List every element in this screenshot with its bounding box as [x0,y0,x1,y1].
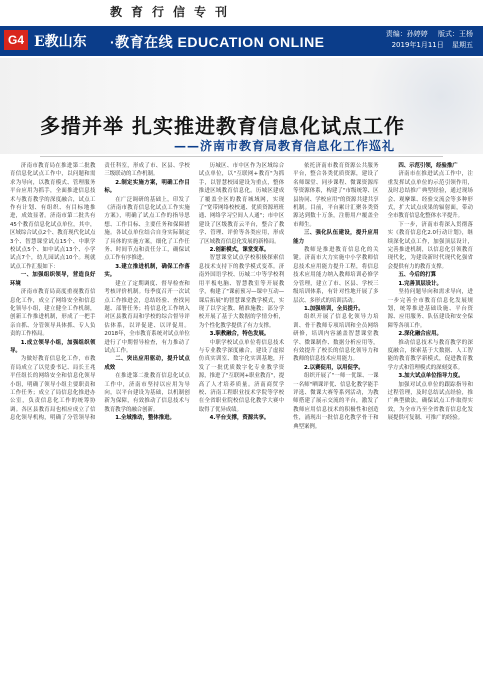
article-subheading: 2.创新模式，课堂变革。 [209,247,270,254]
article-paragraph: 组织开展了信息化领导力培训、骨干教师专项培训和全员网络研修，培训内容涵盖智慧课堂教学、微课制作、数据分析应用等，有效提升了校长的信息化领导力和教师的信息技术应用能力。 [293,314,379,363]
article-subheading: 3.职教融合，特色发展。 [209,331,270,338]
issue-weekday: 星期五 [452,41,473,49]
article-subheading: 1.成立领导小组，加强组织领导。 [10,339,96,354]
page-number-badge: G4 [4,30,28,50]
top-band [0,0,483,24]
editor-credit: 责编：孙婷婷 [385,30,428,38]
article-paragraph: 济南市教育局在推进第二批教育信息化试点工作中，以问题和需求为导向，以教育模式、管理服务平台应用为抓手，全面推进信息技术与教育教学的深度融合，试点工作有计划、有组织、有目标地推进，成效显著。济南市第二批共有45个教育信息化试点单位，其中，区域综合试点2个、教育现代化试点3个、智慧课堂试点15个、中职学校试点5个、如中试点13个、小学试点7个，幼儿园试点10个。现就试点工作汇报如下： [10,163,96,270]
section-title: ·教育在线 EDUCATION ONLINE [110,34,325,50]
article-paragraph: 济南市教育局高度重视教育信息化工作，成立了网络安全和信息化领导小组，建立健全工作机制，创新工作推进机制，形成了一把手亲自抓、分管领导具体抓、专人负责的工作格局。 [10,289,96,338]
article-subheading: 五、今后的打算 [398,272,437,279]
article-paragraph: 依托济南市教育资源公共服务平台，整合各类优质资源，建设了名师课堂、同步课程、微课资源库等资源体系，构建了"市级统筹、区县协同、学校应用"的资源共建共享机制。目前，平台累计汇聚各类资源达到数十万条，注册用户覆盖全市师生。 [293,163,379,228]
article-subheading: 一、加强组织领导，营造良好环境 [10,272,96,287]
article-paragraph: 历城区、市中区作为区域综合试点单位，以"互联网+教育"为抓手，以智慧校园建设为重点，整体推进区域教育信息化。历城区建成了覆盖全区的教育城域网，实现了"宽带网络校校通、优质资源班班通、网络学习空间人人通"；市中区建设了区级教育云平台，整合了教学、管理、评价等各类应用，形成了区域教育信息化发展的新格局。 [198,163,285,245]
article-paragraph: 坚持问题导向和需求导向，进一步完善全市教育信息化发展规划，统筹推进基础设施、平台资源、应用服务、队伍建设和安全保障等各项工作。 [387,289,473,329]
article-paragraph: 下一步，济南市将深入贯彻落实《教育信息化2.0行动计划》，继续深化试点工作，加强顶层设计，完善推进机制，以信息化引领教育现代化，为建设新时代现代化强省会提供有力的教育支撑。 [387,221,473,270]
article-subheading: 3.加大试点单位指导力度。 [398,373,464,380]
article-paragraph: 组织开展了"一师一优课、一课一名师"晒课评优、信息化教学能手评选、微课大赛等系列活动，为教师搭建了展示交流的平台，激发了教师应用信息技术的积极性和创造性，涌现出一批信息化教学骨干和典型案例。 [293,373,379,430]
article-paragraph: 为做好教育信息化工作，市教育局成立了以党委书记、局长王兆平任组长的网络安全和信息化领导小组，明确了领导小组主要职责和工作任务；成立了局信息化推进办公室，负责信息化工作的统筹协调。各区县教育局也相应成立了信息化领导机构，明确了分管领导和责任科室，形成了市、区县、学校三级联动的工作机制。 [10,163,190,422]
article-paragraph: 智慧课堂试点学校积极探索信息技术支持下的教学模式变革。济南外国语学校、历城二中等学校利用平板电脑、智慧教室等开展教学，构建了"课前预习—课中互动—课后拓展"的智慧课堂教学模式，实现了以学定教、精准施教；部分学校开展了基于大数据的学情分析，为个性化教学提供了有力支撑。 [198,255,285,329]
article-subheading: 四、示范引领，经验推广 [398,163,458,169]
article-body [10,162,473,682]
article-paragraph: 加强对试点单位的跟踪指导和过程管理，及时总结试点经验，推广典型做法，确保试点工作取得实效，为全市乃至全省教育信息化发展提供可复制、可推广的经验。 [387,381,473,422]
paper-name: E教山东 [34,34,87,50]
article-subheading: 2.以赛促用，以用促学。 [303,364,364,371]
article-headline: 多措并举 扎实推进教育信息化试点工作 [40,114,405,138]
page-header [0,26,483,56]
article-subheading: 1.完善顶层设计。 [398,280,442,287]
header-meta [378,29,473,51]
article-subheading: 1.加强培训，全员提升。 [303,305,364,312]
layout-credit: 版式：王杨 [438,30,473,38]
article-subheading: 1.全域推动，整体推进。 [115,415,175,422]
article-subheading: 2.制定实施方案，明确工作目标。 [104,179,190,195]
article-paragraph: 建立了定期调度、督导检查和考核评价机制。每季度召开一次试点工作推进会，总结经验、查找问题、部署任务；将信息化工作纳入对区县教育局和学校的综合督导评估体系，以评促建、以评促用。2018年，全市教育系统对试点单位进行了中期督导检查，有力推动了试点工作。 [104,280,190,354]
article-subheading: 4.平台支撑，资源共享。 [209,415,270,422]
article-subheading: 三、强化队伍建设，提升应用能力 [293,230,379,245]
section-tagline: 教育行信专刊 [110,5,237,19]
headline-divider [40,156,443,157]
article-paragraph: 中职学校试点单位将信息技术与专业教学深度融合，建设了虚拟仿真实训室、数字化实训基地，开发了一批优质数字化专业教学资源，推进了"互联网+职业教育"，提高了人才培养质量。济南商贸学校、济南工程职业技术学院等学校在全省职业院校信息化教学大赛中取得了优异成绩。 [198,339,285,413]
issue-date: 2019年1月11日 [391,41,444,49]
article-subheading: 3.建立推进机制，确保工作落实。 [104,263,190,279]
article-paragraph: 在推进第二批教育信息化试点工作中，济南市坚持以应用为导向，以平台建设为基础，以机制创新为保障，有效推动了信息技术与教育教学的融合创新。 [104,373,190,413]
article-subheading: 2.深化融合应用。 [398,331,442,338]
article-paragraph: 在广泛调研的基础上，印发了《济南市教育信息化试点工作实施方案》，明确了试点工作的指导思想、工作目标、主要任务和保障措施。各试点单位结合自身实际制定了具体的实施方案，细化了工作任务、时间节点和责任分工，确保试点工作有序推进。 [104,196,190,262]
article-paragraph: 教师是推进教育信息化的关键。济南市大力实施中小学教师信息技术应用能力提升工程，将信息技术应用能力纳入教师培训必修学分管理，建立了市、区县、学校三级培训体系，有针对性地开展了多层次、多形式的培训活动。 [293,247,379,304]
article-paragraph: 济南市在推进试点工作中，注重发挥试点单位的示范引领作用，及时总结推广典型经验，通过现场会、观摩课、经验交流会等多种形式，扩大试点成果的辐射面，带动全市教育信息化整体水平提升。 [387,171,473,220]
article-subheading: 二、突出应用驱动，提升试点成效 [104,356,190,371]
article-paragraph: 推动信息技术与教育教学的深度融合，探索基于大数据、人工智能的教育教学新模式，促进教育教学方式和管理模式的深刻变革。 [387,339,473,371]
article-subheadline: ——济南市教育局教育信息化工作巡礼 [174,139,396,153]
